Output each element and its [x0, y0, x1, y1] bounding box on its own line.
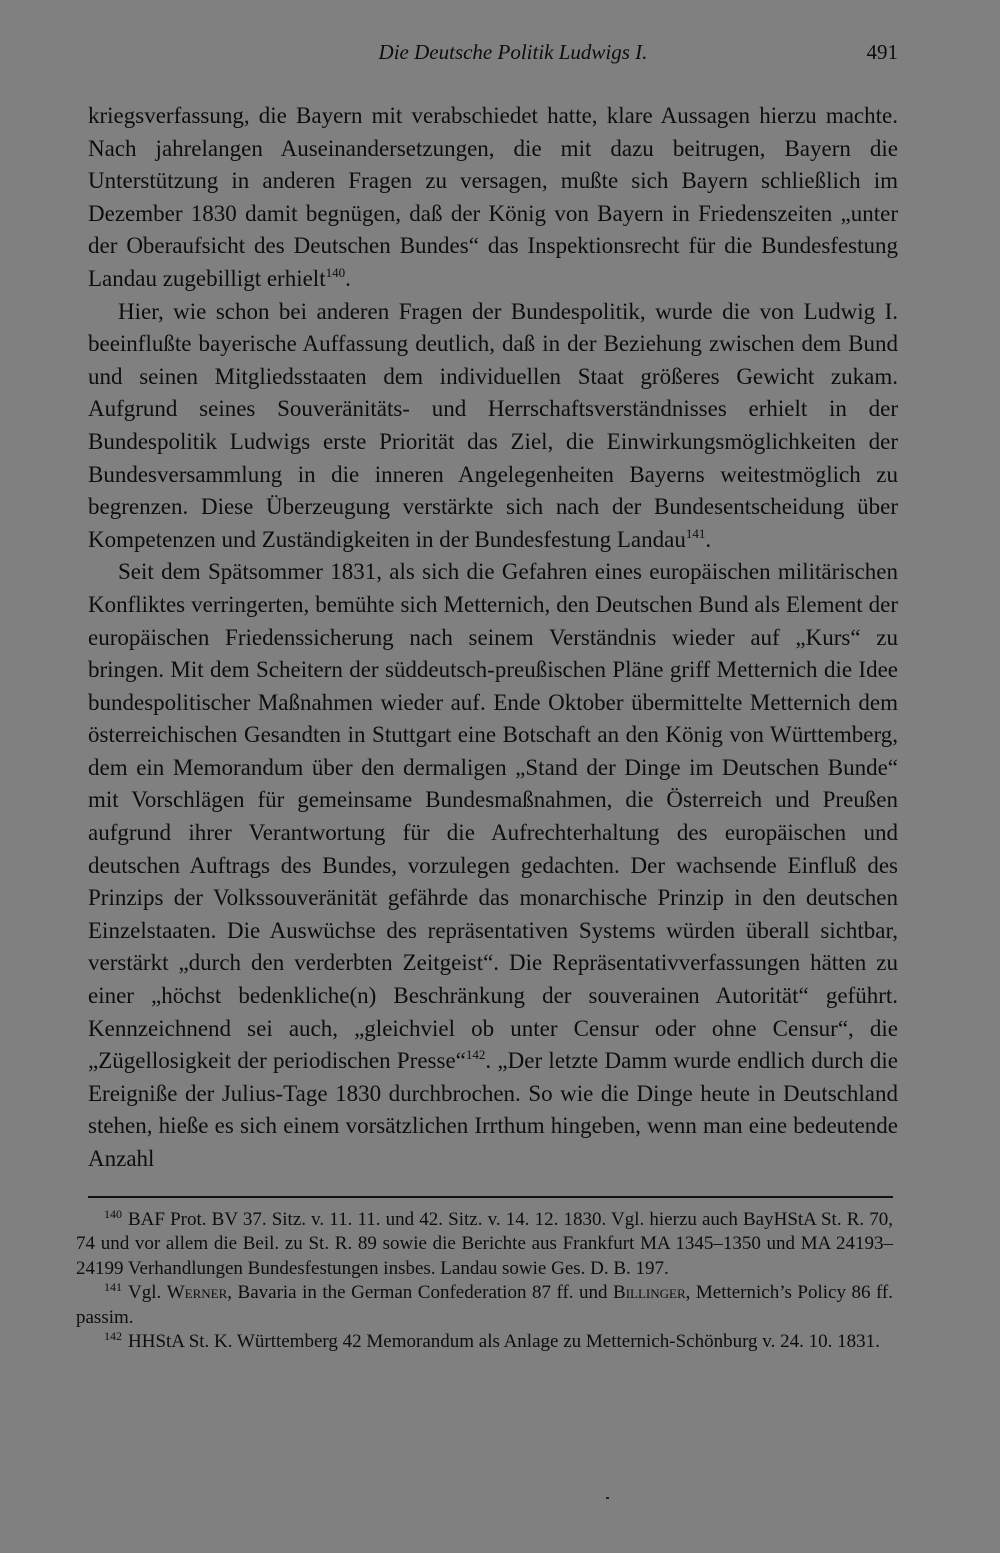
footnote-number: 141: [104, 1280, 122, 1295]
footnotes: [76, 1208, 893, 1354]
page-header: [88, 36, 898, 72]
author-name: Billinger: [613, 1282, 686, 1304]
main-text: [88, 100, 898, 1176]
footnote-divider: [88, 1196, 893, 1198]
footnote-text: , Metternich’s Policy 86 ff. passim.: [76, 1282, 894, 1328]
paragraph-text: Seit dem Spätsommer 1831, als sich die Gefahren eines europäischen militärischen Konfliktes verringerten, bemühte sich Metternich, den Deutschen Bund als Element der europäischen Friedenssicherung nach seinem Verständnis wieder auf „Kurs“ zu bringen. Mit dem Scheitern der süddeutsch-preußischen Pläne griff Metternich die Idee bundespolitischer Maßnahmen wieder auf. Ende Oktober übermittelte Metternich dem österreichischen Gesandten in Stuttgart eine Botschaft an den König von Württemberg, dem ein Memorandum über den dermaligen „Stand der Dinge im Deutschen Bunde“ mit Vorschlägen für gemeinsame Bundesmaßnahmen, die Österreich und Preußen aufgrund ihrer Verantwortung für die Aufrechterhaltung des europäischen und deutschen Auftrags des Bundes, vorzulegen gedachten. Der wachsende Einfluß des Prinzips der Volkssouveränität gefährde das monarchische Prinzip in den deutschen Einzelstaaten. Die Auswüchse des repräsentativen Systems würden überall sichtbar, verstärkt „durch den verderbten Zeitgeist“. Die Repräsentativverfassungen hätten zu einer „höchst bedenkliche(n) Beschränkung der souverainen Autorität“ geführt. Kennzeichnend sei auch, „gleichviel ob unter Censur oder ohne Censur“, die „Zügellosigkeit der periodischen Presse“: [88, 559, 898, 1074]
footnote-ref: 141: [685, 525, 706, 541]
footnote-text: BAF Prot. BV 37. Sitz. v. 11. 11. und 42. Sitz. v. 14. 12. 1830. Vgl. hierzu auch BayHStA St. R. 70, 74 und vor allem die Beil. zu St. R. 89 sowie die Berichte aus Frankfurt MA 1345–1350 und MA 24193–24199 Verhandlungen Bundesfestungen insbes. Landau sowie Ges. D. B. 197.: [76, 1209, 893, 1279]
paragraph-tail: .: [345, 265, 351, 291]
footnote-number: 140: [104, 1207, 122, 1221]
paragraph: [88, 100, 898, 296]
paragraph: [88, 296, 898, 557]
paragraph-tail: .: [705, 526, 712, 552]
footnote-text: HHStA St. K. Württemberg 42 Memorandum als Anlage zu Metternich-Schönburg v. 24. 10. 1831.: [128, 1331, 880, 1353]
page-number: 491: [866, 40, 898, 64]
scan-speck: [606, 1497, 609, 1499]
footnote-142: [76, 1330, 893, 1354]
footnote-ref: 140: [325, 264, 346, 280]
paragraph-text: kriegsverfassung, die Bayern mit verabschiedet hatte, klare Aussagen hierzu machte. Nach jahrelangen Auseinandersetzungen, die mit dazu beitrugen, Bayern die Unterstützung in anderen Fragen zu versagen, mußte sich Bayern schließlich im Dezember 1830 damit begnügen, daß der König von Bayern in Friedenszeiten „unter der Oberaufsicht des Deutschen Bundes“ das Inspektionsrecht für die Bundesfestung Landau zugebilligt erhielt: [88, 103, 898, 291]
footnote-text: , Bavaria in the German Confederation 87 ff. und: [227, 1282, 608, 1304]
footnote-ref: 142: [465, 1047, 486, 1063]
footnote-140: [76, 1208, 893, 1281]
paragraph-text: Hier, wie schon bei anderen Fragen der Bundespolitik, wurde die von Ludwig I. beeinflußte bayerische Auffassung deutlich, daß in der Beziehung zwischen dem Bund und seinen Mitgliedsstaaten dem individuellen Staat größeres Gewicht zukam. Aufgrund seines Souveränitäts- und Herrschaftsverständnisses erhielt in der Bundespolitik Ludwigs erste Priorität das Ziel, die Einwirkungsmöglichkeiten der Bundesversammlung in die inneren Angelegenheiten Bayerns weitestmöglich zu begrenzen. Diese Überzeugung verstärkte sich nach der Bundesentscheidung über Kompetenzen und Zuständigkeiten in der Bundesfestung Landau: [88, 298, 898, 552]
paragraph-tail: . „Der letzte Damm wurde endlich durch die Ereigniße der Julius-Tage 1830 durchbrochen. So wie die Dinge heute in Deutschland stehen, hieße es sich einem vorsätzlichen Irrthum hingeben, wenn man eine bedeutende Anzahl: [88, 1048, 899, 1171]
paragraph: [88, 556, 898, 1175]
running-title: Die Deutsche Politik Ludwigs I.: [378, 40, 648, 64]
footnote-141: [76, 1281, 893, 1330]
footnote-number: 142: [104, 1329, 122, 1344]
author-name: Werner: [166, 1282, 228, 1304]
footnote-text: Vgl.: [128, 1282, 162, 1304]
